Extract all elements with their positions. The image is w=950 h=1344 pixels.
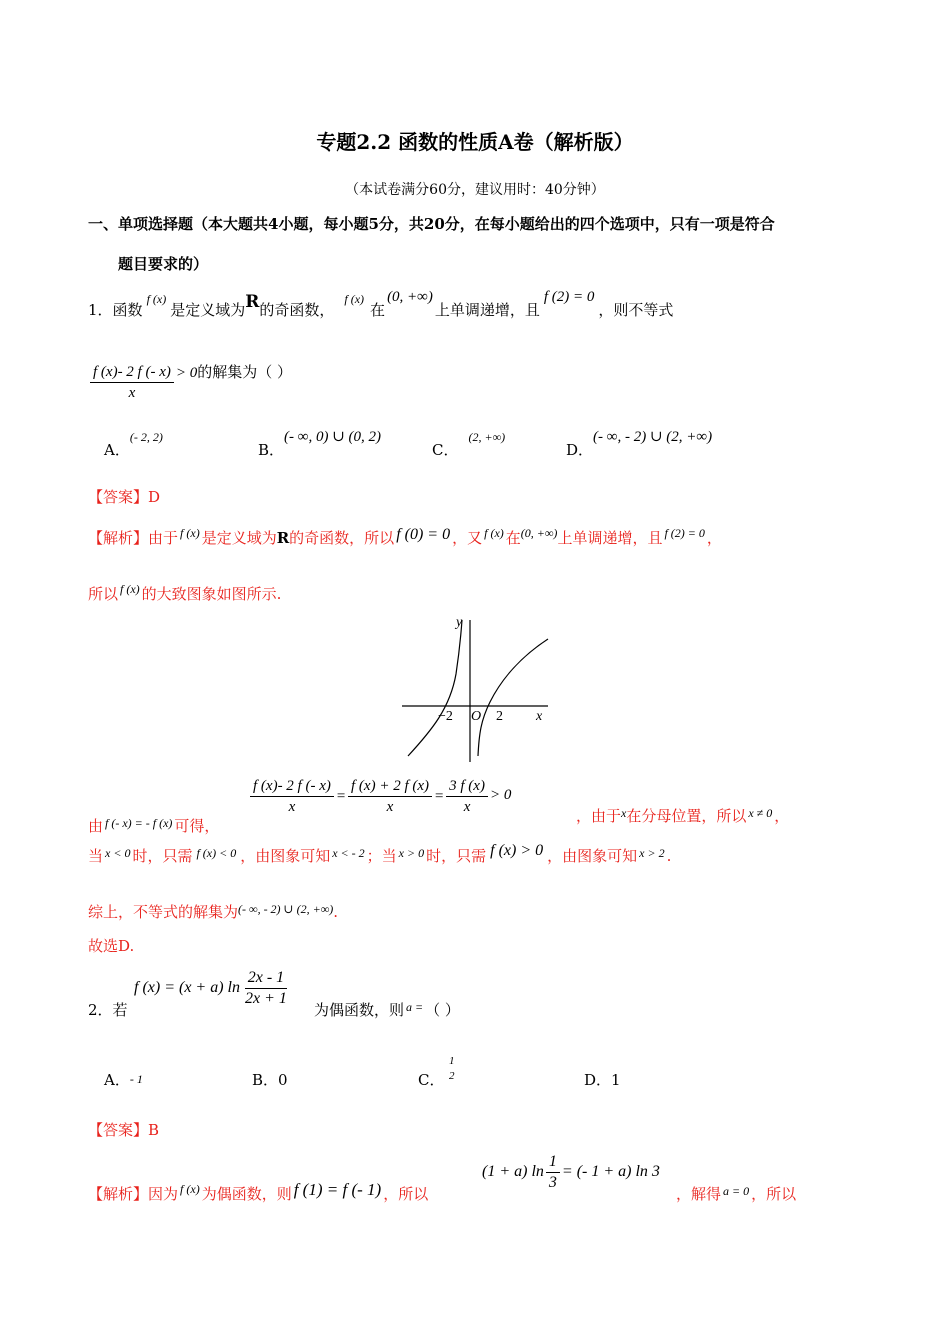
x-axis-label: x xyxy=(536,709,543,724)
analysis-tag: 【解析】 xyxy=(88,1185,149,1203)
answer-value: D xyxy=(148,488,161,506)
origin-label: O xyxy=(471,709,482,724)
q1-f2: f (2) = 0 xyxy=(543,289,595,305)
y-axis-label: y xyxy=(456,615,463,630)
q1-inequality: $\frac{f (x)- 2 f (- x)}{x}$ > 0的解集为（ ） xyxy=(88,362,292,403)
q2-analysis-line1: 【解析】因为 $^{f (x)}$ 为偶函数，则 f (1) = f (- 1) ，所以 xyxy=(88,1180,429,1203)
q2-option-a[interactable]: A．- 1 xyxy=(104,1071,143,1089)
q2-stem-tail: 为偶函数，则 $^{a =}$ （ ） xyxy=(314,1000,460,1019)
q2-option-d[interactable]: D．1 xyxy=(584,1071,621,1089)
q1-R: R xyxy=(245,292,260,312)
q1-option-b[interactable]: B．(- ∞, 0) ∪ (0, 2) xyxy=(258,429,382,459)
q1-analysis-line6: 故选D. xyxy=(88,937,135,955)
section-heading-cont: 题目要求的） xyxy=(118,255,209,273)
answer-tag: 【答案】 xyxy=(88,1121,149,1139)
q1-stem: 1．函数$^{f (x)}$是定义域为R的奇函数，$^{f (x)}$在(0, +∞)上单调递增，且f (2) = 0，则不等式 xyxy=(88,289,674,319)
q1-answer xyxy=(88,487,160,507)
q1-interval: (0, +∞) xyxy=(387,289,433,305)
q1-analysis-line2: 所以 $^{f (x)}$ 的大致图象如图所示. xyxy=(88,582,282,603)
q1-fx: f (x) xyxy=(146,292,167,306)
q2-option-c[interactable]: C． xyxy=(418,1071,445,1089)
answer-value: B xyxy=(148,1121,160,1139)
curve-left xyxy=(408,620,462,756)
q1-equation-chain: $\frac{f (x)- 2 f (- x)}{x}$ = $\frac{f (x) + 2 f (x)}{x}$ = $\frac{3 f (x)}{x}$ > 0 xyxy=(248,776,511,817)
q1-option-d[interactable]: D．(- ∞, - 2) ∪ (2, +∞) xyxy=(566,429,713,459)
q1-function-graph xyxy=(398,604,558,764)
q1-analysis-line3-tail: ，由于$^x$在分母位置，所以 $^{x \ne 0}$ ， xyxy=(576,806,790,825)
q2-answer xyxy=(88,1120,159,1140)
q1-ineq-fraction: $\frac{f (x)- 2 f (- x)}{x}$ xyxy=(90,362,174,403)
section-heading: 一、单项选择题（本大题共4小题，每小题5分，共20分，在每小题给出的四个选项中，只有一项是符合 xyxy=(88,215,775,233)
q2-equation: (1 + a) ln $\frac{1}{3}$ = (- 1 + a) ln 3 xyxy=(482,1153,660,1191)
q2-number: 2． xyxy=(88,1001,113,1019)
curve-right xyxy=(478,639,548,756)
q1-analysis-line4: 当 $^{x < 0}$ 时，只需 $^{f (x) < 0}$ ，由图象可知 $^{x < - 2}$ ；当 $^{x > 0}$ 时，只需 f (x) > 0 ，由图象可知 $^{x > 2}$ . xyxy=(88,842,672,865)
q2-stem: 2．若 xyxy=(88,1001,128,1019)
tick-pos2: 2 xyxy=(496,709,503,724)
q2-option-b[interactable]: B．0 xyxy=(252,1071,288,1089)
q1-analysis-line1: 【解析】由于 $^{f (x)}$ 是定义域为R的奇函数，所以 f (0) = 0 ，又 $^{f (x)}$ 在$^{(0, +\infty)}$上单调递增，且 $^{f (2) = 0}$ ， xyxy=(88,526,722,547)
q2-definition: f (x) = (x + a) ln $\frac{2x - 1}{2x + 1}$ xyxy=(134,969,287,1007)
q1-number: 1． xyxy=(88,301,113,319)
answer-tag: 【答案】 xyxy=(88,488,149,506)
analysis-tag: 【解析】 xyxy=(88,529,149,547)
q1-analysis-line3: 由 $^{f (- x) = - f (x)}$ 可得， xyxy=(88,816,220,835)
q2-option-c-value: $\frac{1}{2}$ xyxy=(446,1054,458,1083)
q1-analysis-line5: 综上，不等式的解集为$^{(- \infty, - 2) \cup (2, +\infty)}$. xyxy=(88,902,339,921)
tick-neg2: −2 xyxy=(438,709,453,724)
q1-option-c[interactable]: C．$^{(2, +\infty)}$ xyxy=(432,430,506,459)
page-title: 专题2.2 函数的性质A卷（解析版） xyxy=(316,130,634,154)
q1-option-a[interactable]: A．$^{(- 2, 2)}$ xyxy=(104,430,163,459)
q2-analysis-line1-tail: ，解得 $^{a = 0}$ ，所以 xyxy=(676,1184,797,1203)
page-subtitle: （本试卷满分60分，建议用时：40分钟） xyxy=(345,182,605,198)
